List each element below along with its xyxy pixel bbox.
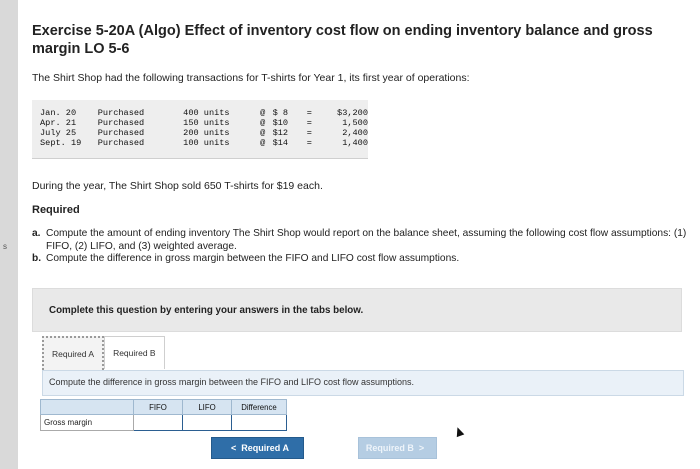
transaction-at: @ [260, 118, 266, 128]
transaction-eq: = [306, 118, 312, 128]
transaction-units: 400 units [183, 108, 230, 118]
table-row [41, 415, 287, 431]
header-difference: Difference [232, 400, 287, 415]
transaction-total: 2,400 [342, 128, 368, 138]
transaction-row [40, 128, 368, 138]
requirement-text: Compute the amount of ending inventory The Shirt Shop would report on the balance sheet, assuming the following cost flow assumptions: (1) FIFO, (2) LIFO, and (3) weighted average. [46, 228, 687, 252]
requirement-a [32, 228, 692, 253]
chevron-left-icon: < [231, 443, 237, 453]
next-required-b-button[interactable] [358, 437, 437, 459]
transaction-cost: $ 8 [272, 108, 289, 118]
transaction-row [40, 118, 368, 128]
transaction-type: Purchased [97, 108, 145, 118]
prev-button-label: Required A [241, 443, 289, 453]
sold-text: During the year, The Shirt Shop sold 650 T-shirts for $19 each. [32, 180, 323, 192]
transaction-type: Purchased [97, 138, 145, 148]
tab-bar [42, 336, 165, 370]
prev-required-a-button[interactable] [211, 437, 304, 459]
transaction-units: 100 units [183, 138, 230, 148]
required-heading: Required [32, 204, 80, 216]
lifo-input[interactable] [183, 415, 232, 431]
transaction-date: July 25 [40, 128, 77, 138]
tab-required-a[interactable]: Required A [42, 336, 104, 370]
requirement-b [32, 253, 692, 266]
requirements-list [32, 228, 692, 266]
instruction-text: Complete this question by entering your answers in the tabs below. [49, 305, 364, 316]
transaction-eq: = [306, 138, 312, 148]
intro-text: The Shirt Shop had the following transactions for T-shirts for Year 1, its first year of operations: [32, 72, 470, 84]
transactions-box [32, 100, 368, 159]
transaction-at: @ [260, 108, 266, 118]
compute-instruction-text: Compute the difference in gross margin between the FIFO and LIFO cost flow assumptions. [49, 377, 415, 387]
header-lifo: LIFO [183, 400, 232, 415]
transaction-at: @ [260, 138, 266, 148]
page-title: Exercise 5-20A (Algo) Effect of inventory cost flow on ending inventory balance and gross margin LO 5-6 [32, 23, 653, 57]
compute-instruction-bar [42, 370, 684, 396]
transaction-units: 150 units [183, 118, 230, 128]
next-button-label: Required B [365, 443, 414, 453]
transaction-date: Apr. 21 [40, 118, 77, 128]
requirement-label: a. [32, 228, 41, 239]
gross-margin-table [40, 399, 287, 431]
transaction-cost: $10 [272, 118, 289, 128]
transaction-total: $3,200 [337, 108, 368, 118]
transaction-eq: = [306, 128, 312, 138]
row-label-gross-margin: Gross margin [41, 415, 134, 431]
table-corner-cell [41, 400, 134, 415]
transaction-type: Purchased [97, 118, 145, 128]
transactions-table [40, 108, 368, 148]
transaction-type: Purchased [97, 128, 145, 138]
fifo-input[interactable] [134, 415, 183, 431]
mouse-cursor-icon [454, 426, 465, 437]
transaction-date: Jan. 20 [40, 108, 77, 118]
transaction-cost: $14 [272, 138, 289, 148]
header-fifo: FIFO [134, 400, 183, 415]
question-page [18, 0, 700, 469]
transaction-at: @ [260, 128, 266, 138]
transaction-total: 1,400 [342, 138, 368, 148]
chevron-right-icon: > [418, 443, 425, 453]
difference-input[interactable] [232, 415, 287, 431]
transaction-total: 1,500 [342, 118, 368, 128]
transaction-cost: $12 [272, 128, 289, 138]
transaction-units: 200 units [183, 128, 230, 138]
side-mark: s [3, 242, 7, 251]
requirement-text: Compute the difference in gross margin between the FIFO and LIFO cost flow assumptions. [46, 253, 460, 264]
requirement-label: b. [32, 253, 42, 264]
instruction-box [32, 288, 682, 332]
transaction-row [40, 108, 368, 118]
transaction-date: Sept. 19 [40, 138, 82, 148]
transaction-row [40, 138, 368, 148]
transaction-eq: = [306, 108, 312, 118]
tab-required-b[interactable]: Required B [104, 336, 165, 369]
